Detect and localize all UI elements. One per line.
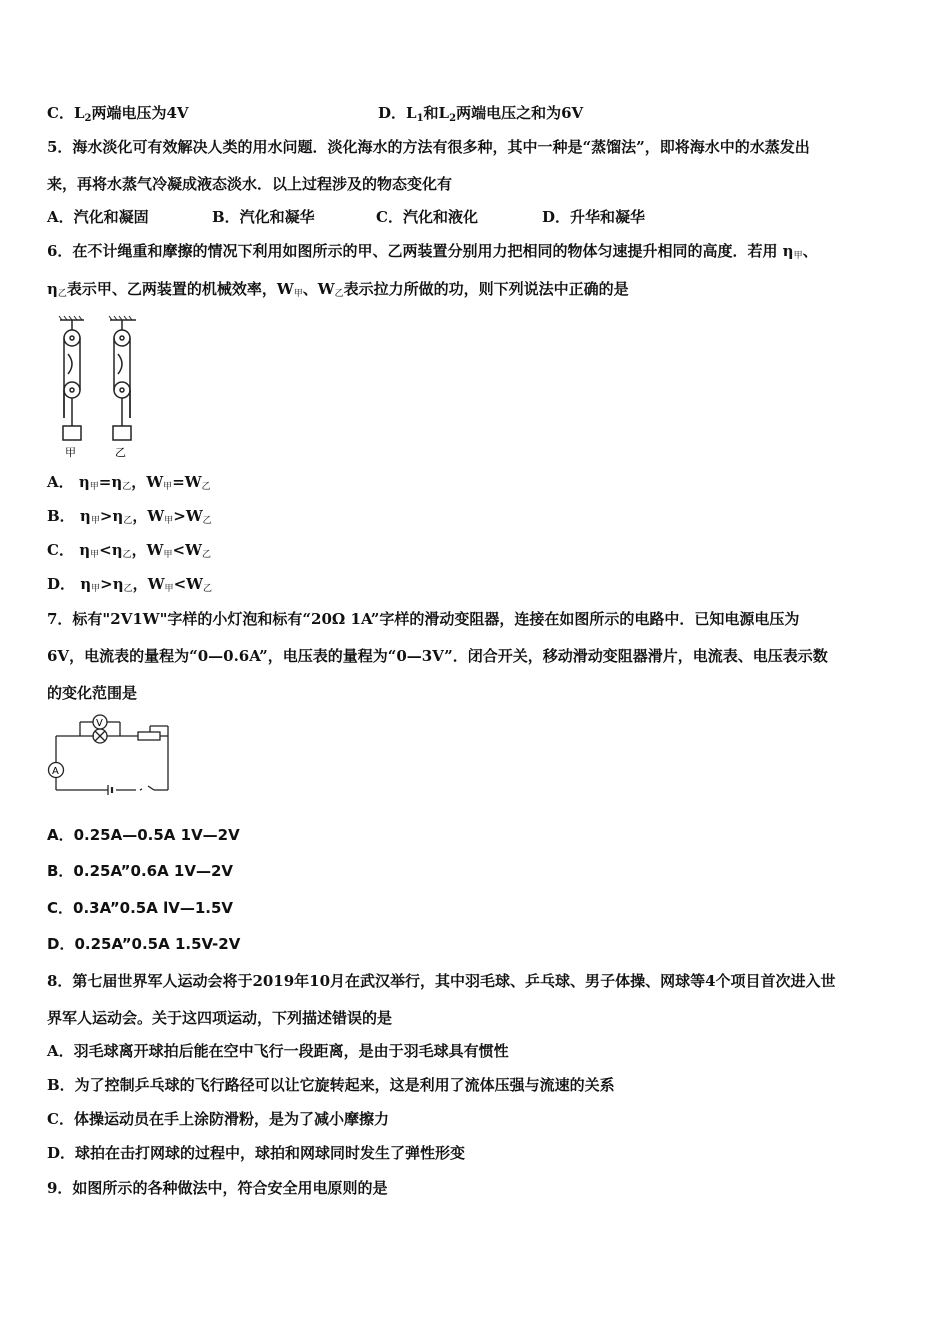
q6-option-b: B． η甲>η乙，W甲>W乙 [47,507,212,526]
q8-option-b: B．为了控制乒乓球的飞行路径可以让它旋转起来，这是利用了流体压强与流速的关系 [47,1076,615,1094]
q5-option-b: B．汽化和凝华 [212,208,315,226]
q7-stem-line1: 7．标有"2V1W"字样的小灯泡和标有“20Ω 1A”字样的滑动变阻器，连接在如图所示的电路中．已知电源电压为 [47,610,800,628]
q8-option-c: C．体操运动员在手上涂防滑粉，是为了减小摩擦力 [47,1110,389,1128]
q7-stem-line2: 6V，电流表的量程为“0—0.6A”，电压表的量程为“0—3V”．闭合开关，移动滑动变阻器滑片，电流表、电压表示数 [47,647,828,665]
q6-option-c: C． η甲<η乙，W甲<W乙 [47,541,211,560]
ammeter-label: A [52,766,59,777]
q6-stem-line2: η乙表示甲、乙两装置的机械效率，W甲、W乙表示拉力所做的功，则下列说法中正确的是 [47,280,629,299]
q5-stem-line2: 来，再将水蒸气冷凝成液态淡水．以上过程涉及的物态变化有 [47,175,453,193]
q6-stem-line1: 6．在不计绳重和摩擦的情况下利用如图所示的甲、乙两装置分别用力把相同的物体匀速提升相同的高度．若用 η甲、 [47,242,818,261]
q5-stem-line1: 5．海水淡化可有效解决人类的用水问题．淡化海水的方法有很多种，其中一种是“蒸馏法”，即将海水中的水蒸发出 [47,138,810,156]
q5-option-d: D．升华和凝华 [542,208,646,226]
q7-option-b: B．0.25A”0.6A 1V—2V [47,862,234,880]
q7-option-c: C．0.3A”0.5A lV—1.5V [47,899,234,917]
pulley-label-jia: 甲 [65,446,76,459]
q9-stem-line1: 9．如图所示的各种做法中，符合安全用电原则的是 [47,1179,388,1197]
voltmeter-label: V [96,718,103,729]
q8-stem-line2: 界军人运动会。关于这四项运动，下列描述错误的是 [47,1009,393,1027]
q8-stem-line1: 8．第七届世界军人运动会将于2019年10月在武汉举行，其中羽毛球、乒乓球、男子体操、网球等4个项目首次进入世 [47,972,836,990]
circuit-figure [44,712,174,796]
q4-option-d: D．$L_1$和$L_2$两端电压之和为6V [378,104,584,124]
q7-option-a: A．0.25A—0.5A 1V—2V [47,826,240,844]
q5-option-a: A．汽化和凝固 [47,208,149,226]
q7-stem-line3: 的变化范围是 [47,684,138,702]
q5-option-c: C．汽化和液化 [376,208,478,226]
q6-option-a: A． η甲=η乙，W甲=W乙 [47,473,211,492]
pulley-figure [52,314,152,460]
q8-option-d: D．球拍在击打网球的过程中，球拍和网球同时发生了弹性形变 [47,1144,466,1162]
q4-option-c: C．$L_2$两端电压为4V [47,104,189,124]
pulley-label-yi: 乙 [115,446,126,459]
q8-option-a: A．羽毛球离开球拍后能在空中飞行一段距离，是由于羽毛球具有惯性 [47,1042,509,1060]
q7-option-d: D．0.25A”0.5A 1.5V-2V [47,935,241,953]
q6-option-d: D． η甲>η乙，W甲<W乙 [47,575,213,594]
